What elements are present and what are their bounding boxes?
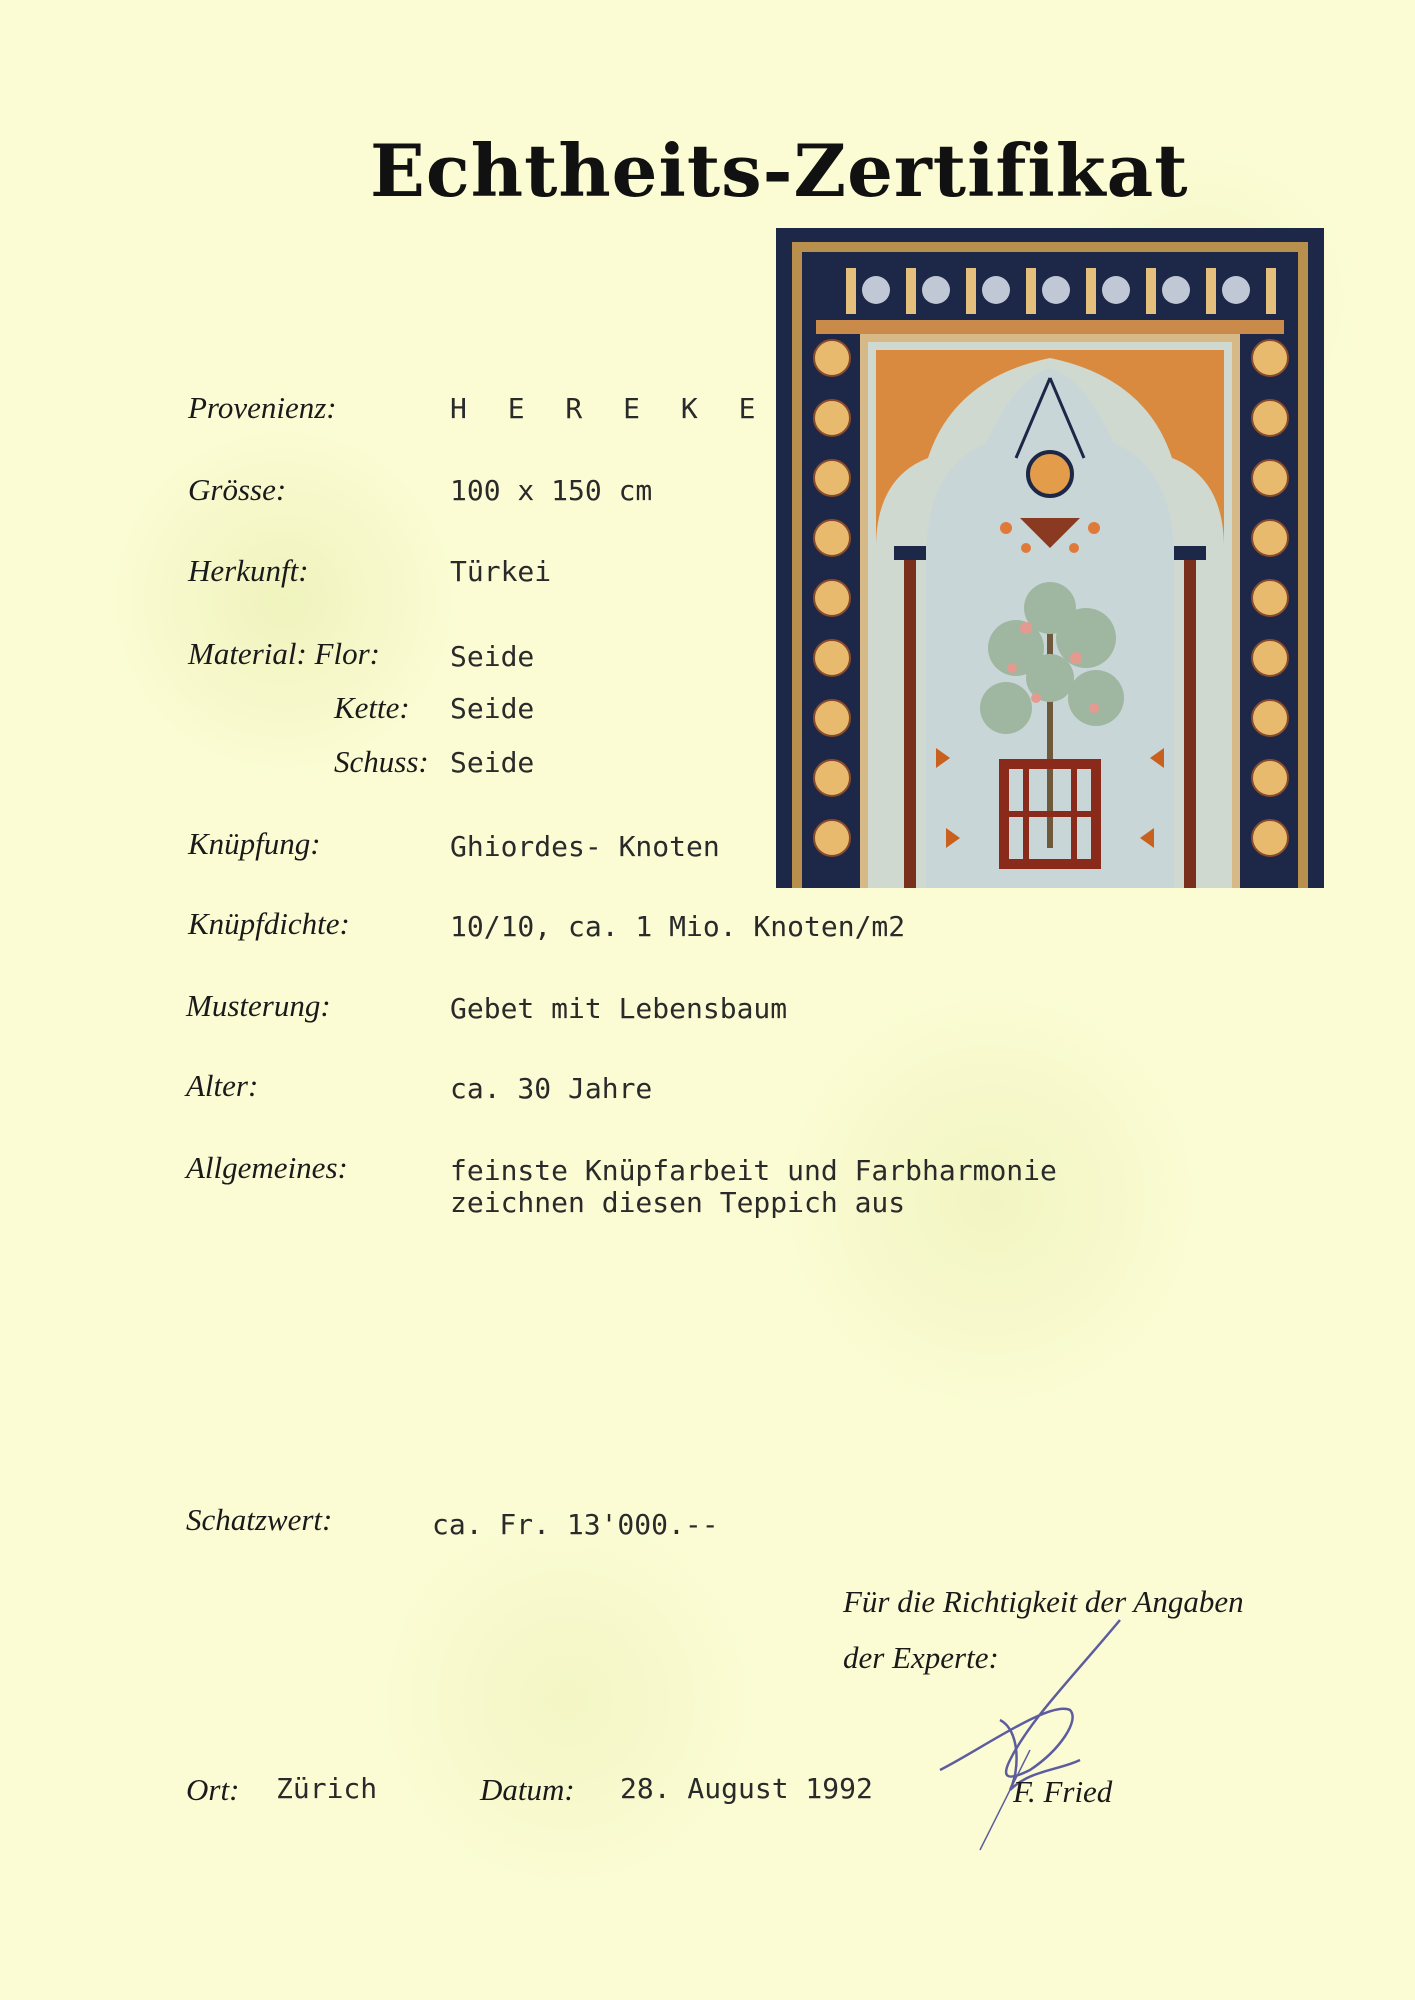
- datum-value: 28. August 1992: [620, 1772, 873, 1805]
- alter-label: Alter:: [186, 1068, 259, 1103]
- schatzwert-value: ca. Fr. 13'000.--: [432, 1508, 719, 1541]
- schuss-value: Seide: [450, 746, 535, 779]
- attestation-line2: der Experte:: [843, 1640, 999, 1675]
- kette-value: Seide: [450, 692, 535, 725]
- schuss-label: Schuss:: [334, 744, 429, 779]
- alter-value: ca. 30 Jahre: [450, 1072, 653, 1105]
- schatzwert-label: Schatzwert:: [186, 1502, 333, 1537]
- provenienz-label: Provenienz:: [188, 390, 337, 425]
- musterung-label: Musterung:: [186, 988, 331, 1023]
- groesse-label: Grösse:: [188, 472, 287, 507]
- knuepfdichte-value: 10/10, ca. 1 Mio. Knoten/m2: [450, 910, 906, 943]
- kette-label: Kette:: [334, 690, 410, 725]
- material-flor-label: Material: Flor:: [188, 636, 380, 671]
- certificate-title: Echtheits-Zertifikat: [370, 128, 1189, 213]
- herkunft-value: Türkei: [450, 555, 552, 588]
- prayer-rug-image: [776, 228, 1324, 888]
- groesse-value: 100 x 150 cm: [450, 474, 653, 507]
- datum-label: Datum:: [480, 1772, 575, 1807]
- musterung-value: Gebet mit Lebensbaum: [450, 992, 788, 1025]
- herkunft-label: Herkunft:: [188, 553, 309, 588]
- provenienz-value: H E R E K E: [450, 392, 768, 425]
- expert-name: F. Fried: [1013, 1774, 1113, 1809]
- material-flor-value: Seide: [450, 640, 535, 673]
- attestation-line1: Für die Richtigkeit der Angaben: [843, 1584, 1244, 1619]
- allgemeines-label: Allgemeines:: [186, 1150, 348, 1185]
- knuepfdichte-label: Knüpfdichte:: [188, 906, 350, 941]
- allgemeines-value-line1: feinste Knüpfarbeit und Farbharmonie: [450, 1154, 1057, 1187]
- knuepfung-label: Knüpfung:: [188, 826, 321, 861]
- ort-label: Ort:: [186, 1772, 240, 1807]
- signature-scribble: [920, 1600, 1180, 1860]
- rug-photo: [776, 228, 1324, 888]
- knuepfung-value: Ghiordes- Knoten: [450, 830, 720, 863]
- ort-value: Zürich: [276, 1772, 378, 1805]
- allgemeines-value-line2: zeichnen diesen Teppich aus: [450, 1186, 906, 1219]
